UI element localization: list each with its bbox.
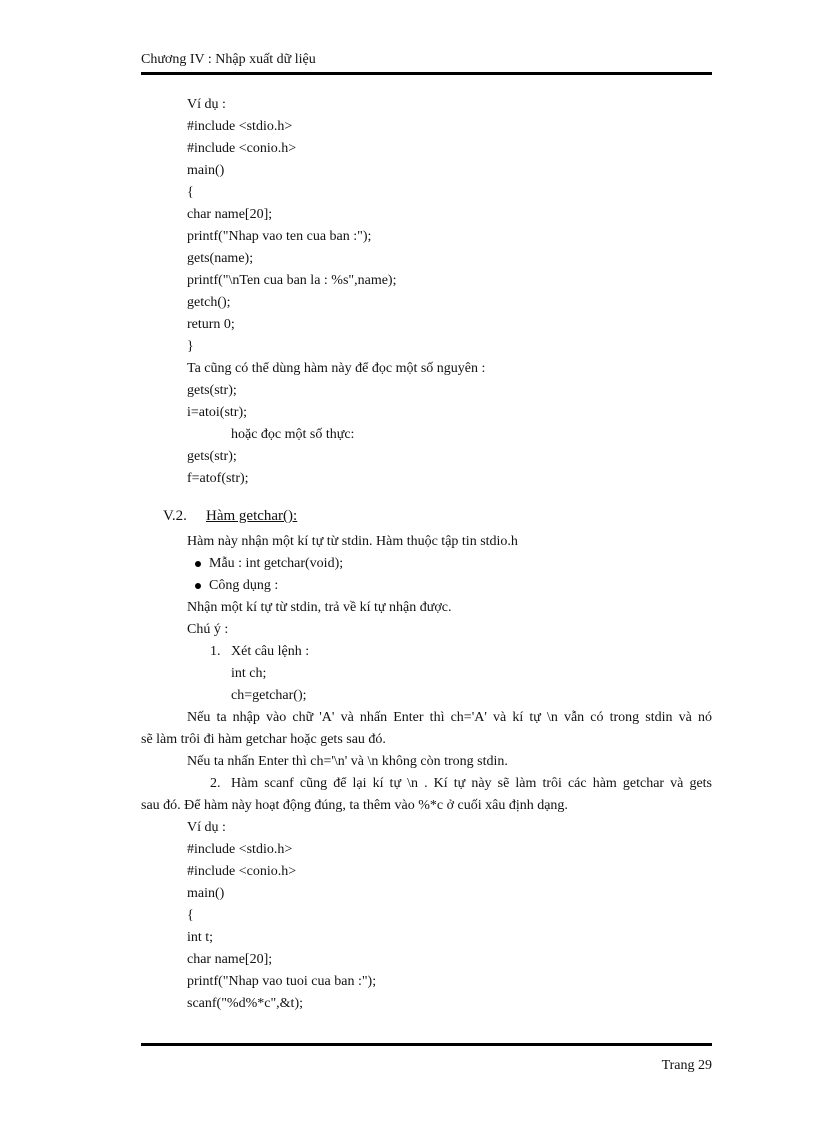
code-line: gets(str); [187, 449, 237, 464]
code-line: char name[20]; [187, 207, 273, 222]
code-line: int t; [187, 930, 214, 945]
code-line: } [187, 339, 194, 354]
code-line: main() [187, 886, 225, 901]
section-intro: Hàm này nhận một kí tự từ stdin. Hàm thuộc tập tin stdio.h [187, 534, 518, 549]
code-line: i=atoi(str); [187, 405, 247, 420]
code-line: scanf("%d%*c",&t); [187, 996, 303, 1011]
example-label: Ví dụ : [187, 97, 226, 112]
bullet-icon [195, 561, 201, 567]
code-line: printf("\nTen cua ban la : %s",name); [187, 273, 397, 288]
code-line: #include <conio.h> [187, 141, 297, 156]
code-line: getch(); [187, 295, 231, 310]
bullet-icon [195, 583, 201, 589]
code-line: main() [187, 163, 225, 178]
paragraph-line: Hàm scanf cũng để lại kí tự \n . Kí tự này sẽ làm trôi các hàm getchar và gets [231, 776, 712, 791]
code-line: printf("Nhap vao ten cua ban :"); [187, 229, 372, 244]
code-line: return 0; [187, 317, 235, 332]
page-number: Trang 29 [661, 1058, 712, 1073]
usage-text: Nhận một kí tự từ stdin, trả về kí tự nhận được. [187, 600, 452, 615]
code-line: ch=getchar(); [231, 688, 307, 703]
code-line: printf("Nhap vao tuoi cua ban :"); [187, 974, 377, 989]
code-line: f=atof(str); [187, 471, 249, 486]
section-heading [163, 506, 297, 526]
bullet-item-usage: Công dụng : [209, 578, 279, 593]
note-label: Chú ý : [187, 622, 229, 637]
integer-note: Ta cũng có thể dùng hàm này để đọc một số nguyên : [187, 361, 486, 376]
footer-rule [141, 1043, 712, 1046]
page-header: Chương IV : Nhập xuất dữ liệu [141, 52, 316, 67]
code-line: #include <conio.h> [187, 864, 297, 879]
list-item-text: Xét câu lệnh : [231, 644, 310, 659]
paragraph-line: Nếu ta nhấn Enter thì ch='\n' và \n không còn trong stdin. [187, 754, 508, 769]
paragraph-line: Nếu ta nhập vào chữ 'A' và nhấn Enter thì ch='A' và kí tự \n vẫn có trong stdin và nó [187, 710, 712, 725]
header-rule [141, 72, 712, 75]
example-label: Ví dụ : [187, 820, 226, 835]
code-line: { [187, 908, 194, 923]
code-line: #include <stdio.h> [187, 119, 293, 134]
code-line: int ch; [231, 666, 267, 681]
paragraph-line: sẽ làm trôi đi hàm getchar hoặc gets sau đó. [141, 732, 386, 747]
code-line: gets(str); [187, 383, 237, 398]
list-number: 1. [210, 644, 221, 659]
float-note: hoặc đọc một số thực: [231, 427, 355, 442]
code-line: gets(name); [187, 251, 254, 266]
bullet-item-prototype: Mẫu : int getchar(void); [209, 556, 344, 571]
code-line: { [187, 185, 194, 200]
code-line: char name[20]; [187, 952, 273, 967]
paragraph-line: sau đó. Để hàm này hoạt động đúng, ta thêm vào %*c ở cuối xâu định dạng. [141, 798, 568, 813]
list-number: 2. [210, 776, 221, 791]
section-number: V.2. [163, 508, 187, 524]
code-line: #include <stdio.h> [187, 842, 293, 857]
section-title: Hàm getchar(): [206, 508, 298, 524]
